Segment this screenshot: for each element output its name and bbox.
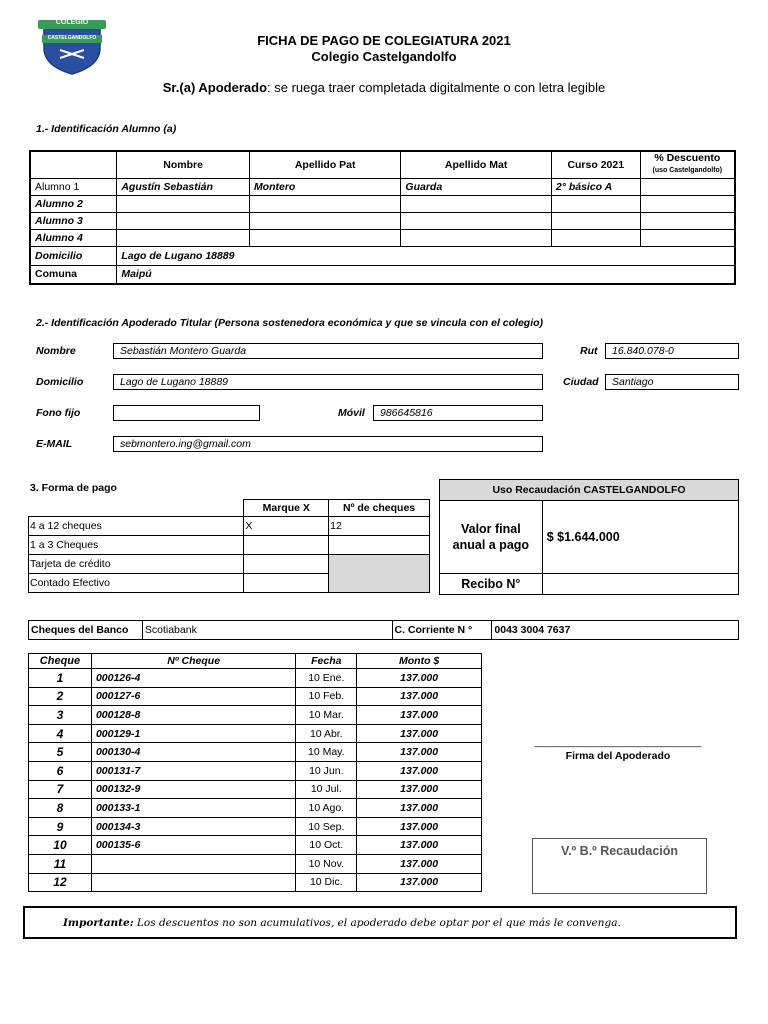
cheque-monto[interactable]: 137.000 [357, 687, 482, 706]
cheque-monto[interactable]: 137.000 [357, 706, 482, 725]
col-cheque: Cheque [29, 654, 92, 669]
cheque-number: 11 [29, 854, 92, 873]
cheque-fecha[interactable]: 10 Jun. [296, 761, 357, 780]
student-pat[interactable] [249, 212, 400, 229]
valor-label-2: anual a pago [452, 538, 530, 552]
cheque-monto[interactable]: 137.000 [357, 780, 482, 799]
cheque-number: 8 [29, 799, 92, 818]
header-blank [30, 151, 117, 178]
cheque-code[interactable]: 000127-6 [91, 687, 295, 706]
student-nombre[interactable]: Agustín Sebastián [117, 178, 250, 195]
page-subtitle: Colegio Castelgandolfo [311, 49, 457, 64]
comuna-label: Comuna [30, 265, 117, 284]
cheque-code[interactable]: 000126-4 [91, 669, 295, 688]
row-label: Alumno 3 [30, 212, 117, 229]
cheque-fecha[interactable]: 10 Oct. [296, 836, 357, 855]
domicilio2-label: Domicilio [36, 376, 84, 388]
cheque-fecha[interactable]: 10 Nov. [296, 854, 357, 873]
student-mat[interactable]: Guarda [401, 178, 551, 195]
cheque-monto[interactable]: 137.000 [357, 873, 482, 892]
cheque-fecha[interactable]: 10 Sep. [296, 817, 357, 836]
cheque-fecha[interactable]: 10 Ago. [296, 799, 357, 818]
cheque-code[interactable] [91, 854, 295, 873]
cheque-code[interactable]: 000134-3 [91, 817, 295, 836]
cheque-code[interactable]: 000130-4 [91, 743, 295, 762]
student-nombre[interactable] [117, 229, 250, 246]
col-num-cheques: Nº de cheques [329, 500, 430, 517]
payment-num[interactable]: 12 [329, 517, 430, 536]
valor-amount[interactable]: $ $1.644.000 [542, 501, 738, 574]
row-label: Alumno 1 [30, 178, 117, 195]
header-blank [29, 500, 244, 517]
student-nombre[interactable] [117, 212, 250, 229]
cheque-fecha[interactable]: 10 Dic. [296, 873, 357, 892]
student-mat[interactable] [401, 195, 551, 212]
section3-label: 3. Forma de pago [30, 482, 117, 494]
footer-box [23, 906, 737, 939]
firma-line: ______________________________ [534, 737, 702, 748]
payment-mark[interactable] [244, 574, 329, 593]
cheque-monto[interactable]: 137.000 [357, 836, 482, 855]
table-row [30, 229, 735, 246]
cheque-code[interactable]: 000128-8 [91, 706, 295, 725]
footer-text: Los descuentos no son acumulativos, el apoderado debe optar por el que más le convenga. [133, 917, 621, 929]
col-curso: Curso 2021 [551, 151, 640, 178]
fono-label: Fono fijo [36, 407, 81, 419]
cheque-monto[interactable]: 137.000 [357, 761, 482, 780]
student-curso[interactable] [551, 229, 640, 246]
logo-text-top: COLEGIO [55, 19, 89, 26]
valor-label-1: Valor final [460, 522, 521, 536]
cheque-code[interactable] [91, 873, 295, 892]
ciudad-label: Ciudad [563, 376, 599, 388]
cheque-number: 7 [29, 780, 92, 799]
cheque-code[interactable]: 000132-9 [91, 780, 295, 799]
payment-option: 4 a 12 cheques [29, 517, 244, 536]
rut-label: Rut [580, 345, 598, 357]
rut-field[interactable]: 16.840.078-0 [605, 343, 739, 359]
nombre-field[interactable]: Sebastián Montero Guarda [113, 343, 543, 359]
col-fecha: Fecha [296, 654, 357, 669]
cheque-number: 4 [29, 724, 92, 743]
cheque-number: 9 [29, 817, 92, 836]
cheque-fecha[interactable]: 10 Jul. [296, 780, 357, 799]
domicilio-value[interactable]: Lago de Lugano 18889 [117, 246, 735, 265]
cheque-number: 3 [29, 706, 92, 725]
col-descuento [640, 151, 735, 178]
student-nombre[interactable] [117, 195, 250, 212]
valor-label [440, 501, 543, 574]
table-row [29, 780, 482, 799]
comuna-value[interactable]: Maipú [117, 265, 735, 284]
col-apellido-pat: Apellido Pat [249, 151, 400, 178]
cheque-number: 10 [29, 836, 92, 855]
cheque-monto[interactable]: 137.000 [357, 854, 482, 873]
cheques-table [28, 653, 482, 892]
bank-label: Cheques del Banco [29, 621, 143, 640]
cheque-number: 12 [29, 873, 92, 892]
page-title: FICHA DE PAGO DE COLEGIATURA 2021 [257, 33, 511, 48]
student-pat[interactable] [249, 229, 400, 246]
row-label: Alumno 4 [30, 229, 117, 246]
cheque-code[interactable]: 000131-7 [91, 761, 295, 780]
col-apellido-mat: Apellido Mat [401, 151, 551, 178]
notice-text: : se ruega traer completada digitalmente o con letra legible [267, 80, 606, 95]
table-row [30, 212, 735, 229]
cheque-fecha[interactable]: 10 Feb. [296, 687, 357, 706]
table-row [29, 555, 430, 574]
col-marque: Marque X [244, 500, 329, 517]
recibo-value[interactable] [542, 574, 738, 595]
table-row [29, 743, 482, 762]
payment-option: Contado Efectivo [29, 574, 244, 593]
domicilio2-field[interactable]: Lago de Lugano 18889 [113, 374, 543, 390]
cheque-fecha[interactable]: 10 Abr. [296, 724, 357, 743]
col-num-cheque: Nº Cheque [91, 654, 295, 669]
section2-label: 2.- Identificación Apoderado Titular (Persona sostenedora económica y que se vincula con el colegio) [36, 317, 544, 329]
table-row [29, 536, 430, 555]
cc-value[interactable]: 0043 3004 7637 [492, 621, 739, 640]
student-pat[interactable]: Montero [249, 178, 400, 195]
payment-option: 1 a 3 Cheques [29, 536, 244, 555]
email-label: E-MAIL [36, 438, 73, 450]
table-row [29, 724, 482, 743]
student-curso[interactable] [551, 195, 640, 212]
student-desc[interactable] [640, 229, 735, 246]
nombre-label: Nombre [36, 345, 76, 357]
payment-num[interactable] [329, 536, 430, 555]
payment-mark[interactable]: X [244, 517, 329, 536]
col-descuento-label: % Descuento [654, 152, 721, 165]
notice [0, 80, 768, 95]
payment-mark[interactable] [244, 536, 329, 555]
recibo-label: Recibo N° [440, 574, 543, 595]
recaudacion-header: Uso Recaudación CASTELGANDOLFO [440, 480, 739, 501]
cheque-monto[interactable]: 137.000 [357, 799, 482, 818]
table-row [29, 669, 482, 688]
movil-field[interactable]: 986645816 [373, 405, 543, 421]
bank-row [28, 620, 739, 640]
student-desc[interactable] [640, 212, 735, 229]
cheque-code[interactable]: 000133-1 [91, 799, 295, 818]
table-row [29, 854, 482, 873]
footer-bold: Importante: [63, 917, 134, 929]
movil-label: Móvil [338, 407, 365, 419]
section1-label: 1.- Identificación Alumno (a) [36, 123, 177, 135]
cheque-monto[interactable]: 137.000 [357, 817, 482, 836]
student-mat[interactable] [401, 229, 551, 246]
student-desc[interactable] [640, 195, 735, 212]
cheque-number: 2 [29, 687, 92, 706]
payment-table [28, 499, 430, 593]
table-row [29, 817, 482, 836]
cheque-code[interactable]: 000135-6 [91, 836, 295, 855]
table-row [30, 195, 735, 212]
row-label: Alumno 2 [30, 195, 117, 212]
ciudad-field[interactable]: Santiago [605, 374, 739, 390]
cheque-monto[interactable]: 137.000 [357, 724, 482, 743]
student-curso[interactable]: 2° básico A [551, 178, 640, 195]
table-row [29, 873, 482, 892]
fono-field[interactable] [113, 405, 260, 421]
student-curso[interactable] [551, 212, 640, 229]
table-row [29, 799, 482, 818]
table-row [29, 836, 482, 855]
table-row [29, 706, 482, 725]
student-mat[interactable] [401, 212, 551, 229]
bank-value[interactable]: Scotiabank [142, 621, 392, 640]
notice-prefix: Sr.(a) Apoderado [162, 80, 268, 95]
col-nombre: Nombre [117, 151, 250, 178]
cheque-number: 1 [29, 669, 92, 688]
table-row [30, 178, 735, 195]
vobo-box [532, 838, 707, 894]
cheque-number: 5 [29, 743, 92, 762]
col-descuento-note: (uso Castelgandolfo) [652, 167, 723, 175]
payment-mark[interactable] [244, 555, 329, 574]
student-table [29, 150, 736, 285]
student-desc[interactable] [640, 178, 735, 195]
cc-label: C. Corriente N ° [392, 621, 492, 640]
cheque-monto[interactable]: 137.000 [357, 743, 482, 762]
cheque-fecha[interactable]: 10 Ene. [296, 669, 357, 688]
payment-option: Tarjeta de crédito [29, 555, 244, 574]
table-row [29, 761, 482, 780]
email-field[interactable]: sebmontero.ing@gmail.com [113, 436, 543, 452]
vobo-label: V.º B.º Recaudación [560, 844, 679, 858]
cheque-number: 6 [29, 761, 92, 780]
cheque-fecha[interactable]: 10 Mar. [296, 706, 357, 725]
cheque-code[interactable]: 000129-1 [91, 724, 295, 743]
table-row [29, 687, 482, 706]
payment-num-disabled [329, 555, 430, 593]
cheque-monto[interactable]: 137.000 [357, 669, 482, 688]
student-pat[interactable] [249, 195, 400, 212]
firma-label: Firma del Apoderado [565, 750, 671, 762]
table-row [29, 517, 430, 536]
domicilio-label: Domicilio [30, 246, 117, 265]
recaudacion-box [439, 479, 739, 595]
logo-text-mid: CASTELGANDOLFO [47, 35, 97, 41]
cheque-fecha[interactable]: 10 May. [296, 743, 357, 762]
col-monto: Monto $ [357, 654, 482, 669]
